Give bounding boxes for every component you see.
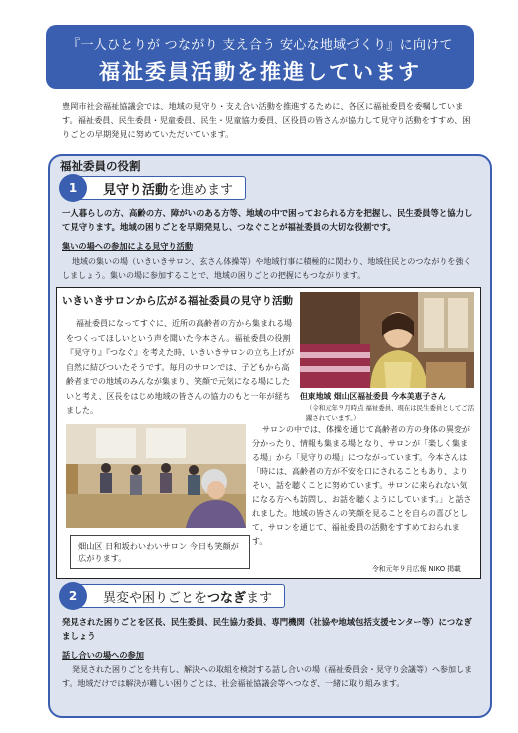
publication-credit: 令和元年９月広報 NIKO 掲載 bbox=[372, 565, 461, 573]
portrait-caption-name: 但東地域 畑山区福祉委員 今本美恵子さん bbox=[300, 392, 446, 401]
intro-text: 豊岡市社会福祉協議会では、地域の見守り・支え合い活動を推進するために、各区に福祉委員を委嘱しています。福祉委員、民生委員・児童委員、民生・児童協力委員、区役員の皆さんが協力して見守り活動をすすめ、困りごとの早期発見に努めていただいています。 bbox=[62, 101, 471, 139]
page-title: 福祉委員活動を推進しています bbox=[99, 60, 421, 84]
step-1-label-rest: を進めます bbox=[168, 182, 234, 198]
story-paragraph-1: 福祉委員になってすぐに、近所の高齢者の方から集まれる場をつくってほしいという声を聞いた今本さん。福祉委員の役割『見守り』『つなぐ』を考えた時、いきいきサロンの立ち上げが自然に結びついたそうです。毎月のサロンでは、子どもから高齢者までの地域のみんなが集まり、笑顔で元気になる場にしたいと考え、区長をはじめ地域の皆さんの協力のもと一年が経ちました。 bbox=[66, 319, 294, 415]
story-paragraph-2: サロンの中では、体操を通じて高齢者の方の身体の異変が分かったり、情報も集まる場となり、サロンが「楽しく集まる場」から「見守りの場」につながっています。今本さんは「時には、高齢者の方が不安を口にされることもあり、よりそい、話を聴くことに努めています。サロンに来られない気になる方へも訪問し、お話を聴くようにしています。」と話されました。地域の皆さんの笑顔を見ることを自らの喜びとして、サロンを通じて、福祉委員の活動をすすめておられます。 bbox=[252, 425, 472, 546]
gathering-text: 地域の集いの場（いきいきサロン、玄さん体操等）や地域行事に積極的に関わり、地域住民とのつながりを強くしましょう。集いの場に参加することで、地域の困りごとの把握にもつながります。 bbox=[62, 257, 472, 280]
subhead-meeting: 話し合いの場への参加 bbox=[62, 650, 144, 660]
step-2-label-bold: つなぎ bbox=[207, 590, 247, 606]
step-2-label-rest: ます bbox=[246, 590, 273, 606]
step-2-label-pre: 異変や困りごとを bbox=[103, 590, 208, 606]
step-1-text: 一人暮らしの方、高齢の方、障がいのある方等、地域の中で困っておられる方を把握し、民生委員等と協力して見守ります。地域の困りごとを早期発見し、つなぐことが福祉委員の大切な役割です。 bbox=[62, 208, 473, 232]
step-1-heading bbox=[68, 176, 246, 200]
portrait-image bbox=[300, 292, 474, 388]
step-number-badge: 2 bbox=[59, 582, 87, 610]
step-number-badge: 1 bbox=[59, 174, 87, 202]
salon-photo-group bbox=[66, 424, 246, 528]
meeting-text: 発見された困りごとを共有し、解決への取組を検討する話し合いの場（福祉委員会・見守り会議等）へ参加します。地域だけでは解決が難しい困りごとは、社会福祉協議会等へつなぎ、一緒に取り組みます。 bbox=[62, 665, 472, 688]
step-2-text: 発見された困りごとを区長、民生委員、民生協力委員、専門機関（社協や地域包括支援センター等）につなぎましょう bbox=[62, 617, 472, 641]
step-2-heading bbox=[68, 584, 285, 608]
salon-photo-portrait bbox=[300, 292, 474, 388]
title-banner bbox=[46, 25, 474, 89]
section-title: 福祉委員の役割 bbox=[60, 159, 141, 173]
banner-subtitle: 『一人ひとりが つながり 支え合う 安心な地域づくり』に向けて bbox=[67, 38, 453, 53]
group-photo-caption: 畑山区 日和坂わいわいサロン 今日も笑顔が広がります。 bbox=[70, 535, 250, 569]
subhead-gathering: 集いの場への参加による見守り活動 bbox=[62, 241, 194, 251]
portrait-caption-note: （令和元年９月時点 福祉委員、現在は民生委員としてご活躍されています。） bbox=[306, 404, 475, 422]
story-title: いきいきサロンから広がる福祉委員の見守り活動 bbox=[62, 295, 293, 307]
group-image bbox=[66, 424, 246, 528]
step-1-label-bold: 見守り活動 bbox=[103, 182, 169, 198]
